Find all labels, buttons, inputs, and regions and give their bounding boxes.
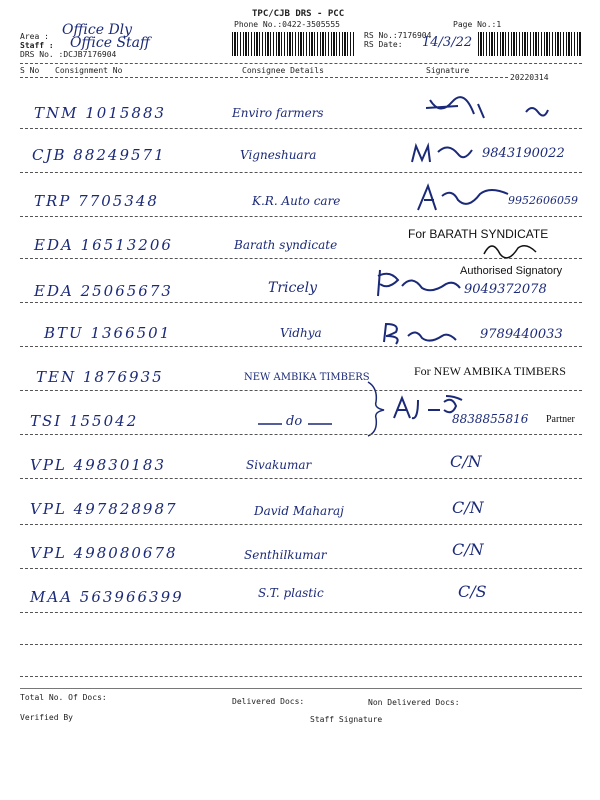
row-11-signature: C/N — [452, 540, 484, 559]
drs-number: DRS No. :DCJB7176904 — [20, 50, 117, 59]
rs-number: RS No.:7176904 — [364, 31, 432, 40]
row-1-consignee: Enviro farmers — [232, 106, 324, 120]
row-5-rule — [20, 302, 582, 303]
barcode-left — [232, 32, 354, 56]
row-10-consignment: VPL 497828987 — [30, 500, 178, 518]
row-8-signature: 8838855816 — [452, 412, 529, 426]
row-12-signature: C/S — [458, 582, 487, 601]
row-5-consignee: Tricely — [268, 280, 318, 296]
row-6-signature-scribble — [380, 320, 470, 346]
row-5-consignment: EDA 25065673 — [34, 282, 173, 300]
header-rule-top — [20, 63, 582, 64]
row-3-signature: 9952606059 — [508, 194, 578, 207]
row-8-rule — [20, 434, 582, 435]
row-7-rule — [20, 390, 582, 391]
row-4-consignee: Barath syndicate — [234, 238, 338, 252]
barath-stamp-title: Authorised Signatory — [460, 265, 563, 277]
empty-rule-2 — [20, 676, 582, 677]
row-11-rule — [20, 568, 582, 569]
footer-rule — [20, 688, 582, 689]
staff-signature-label: Staff Signature — [310, 715, 383, 724]
col-consignee: Consignee Details — [242, 66, 324, 75]
delivered-docs-label: Delivered Docs: — [232, 697, 305, 706]
row-9-signature: C/N — [450, 452, 482, 471]
row-1-signature-scribble — [418, 94, 578, 124]
ambika-stamp-title: Partner — [546, 414, 575, 425]
row-4-rule — [20, 258, 582, 259]
col-signature: Signature — [426, 66, 470, 75]
row-2-signature: 9843190022 — [482, 146, 565, 161]
col-sno: S No — [20, 66, 40, 75]
col-consignment: Consignment No — [55, 66, 123, 75]
barcode-right — [478, 32, 582, 56]
row-12-consignee: S.T. plastic — [258, 586, 324, 600]
row-5-signature: 9049372078 — [464, 282, 547, 297]
row-7-consignee: NEW AMBIKA TIMBERS — [244, 372, 370, 383]
row-11-consignee: Senthilkumar — [244, 548, 327, 562]
staff-value: Office Staff — [70, 35, 150, 51]
area-label: Area : — [20, 32, 49, 41]
empty-rule-1 — [20, 644, 582, 645]
page-number: Page No.:1 — [453, 20, 502, 29]
row-1-consignment: TNM 1015883 — [34, 104, 167, 122]
row-6-signature: 9789440033 — [480, 327, 563, 342]
row-6-consignee: Vidhya — [280, 326, 322, 340]
row-3-signature-scribble — [416, 182, 516, 214]
rs-date-label: RS Date: — [364, 40, 403, 49]
row-12-consignment: MAA 563966399 — [30, 588, 184, 606]
row-2-consignment: CJB 88249571 — [32, 146, 166, 164]
row-8-ditto-dash-2 — [306, 418, 334, 428]
row-6-rule — [20, 346, 582, 347]
row-10-signature: C/N — [452, 498, 484, 517]
row-4-consignment: EDA 16513206 — [34, 236, 173, 254]
row-2-signature-scribble — [408, 140, 478, 168]
row-9-rule — [20, 478, 582, 479]
row-10-consignee: David Maharaj — [254, 504, 344, 518]
area-value: Office Dly — [62, 22, 133, 38]
row-3-consignee: K.R. Auto care — [252, 194, 341, 208]
row-8-consignee: do — [286, 414, 303, 429]
row-1-rule — [20, 128, 582, 129]
row-7-consignment: TEN 1876935 — [36, 368, 164, 386]
row-11-consignment: VPL 498080678 — [30, 544, 178, 562]
row-3-rule — [20, 216, 582, 217]
non-delivered-docs-label: Non Delivered Docs: — [368, 698, 460, 707]
row-3-consignment: TRP 7705348 — [34, 192, 159, 210]
row-8-ditto-dash — [256, 418, 284, 428]
rs-date-value: 14/3/22 — [422, 35, 473, 50]
row-12-rule — [20, 612, 582, 613]
date-code: 20220314 — [510, 73, 549, 82]
row-10-rule — [20, 524, 582, 525]
row-8-consignment: TSI 155042 — [30, 412, 139, 430]
barath-stamp-company: For BARATH SYNDICATE — [408, 227, 549, 241]
header-rule-bottom — [20, 77, 508, 78]
brace-mark — [360, 378, 390, 438]
row-9-consignment: VPL 49830183 — [30, 456, 167, 474]
row-2-consignee: Vigneshuara — [240, 148, 317, 162]
phone-number: Phone No.:0422-3505555 — [234, 20, 340, 29]
ambika-stamp-company: For NEW AMBIKA TIMBERS — [414, 364, 566, 378]
total-docs-label: Total No. Of Docs: — [20, 693, 107, 702]
row-6-consignment: BTU 1366501 — [44, 324, 172, 342]
document-title: TPC/CJB DRS - PCC — [252, 9, 345, 19]
row-5-signature-scribble — [372, 266, 464, 300]
staff-label: Staff : — [20, 41, 54, 50]
row-9-consignee: Sivakumar — [246, 458, 312, 472]
row-2-rule — [20, 172, 582, 173]
verified-by-label: Verified By — [20, 713, 73, 722]
